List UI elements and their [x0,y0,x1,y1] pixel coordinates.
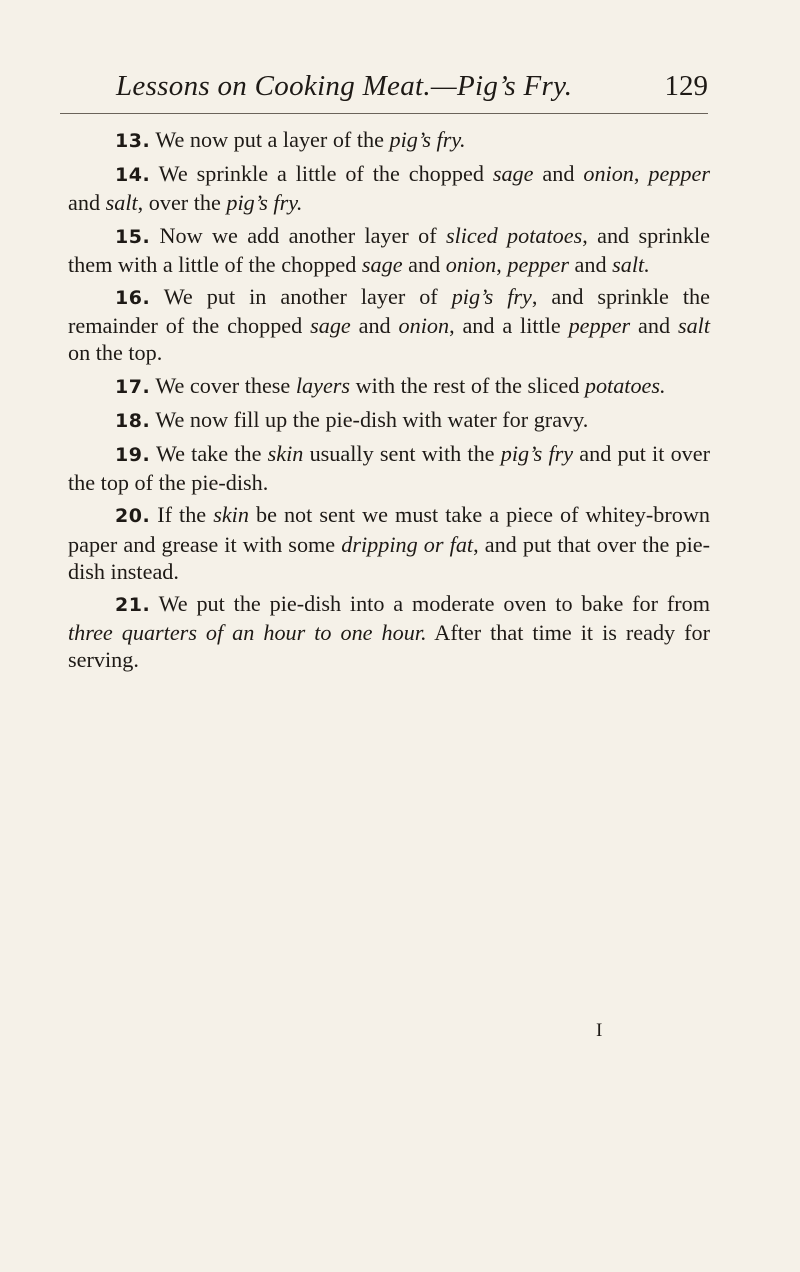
step-number: 18. [115,409,151,432]
step-emphasis: sage [492,161,534,187]
step-paragraph [68,590,710,674]
step-number: 20. [115,505,151,528]
page-number: 129 [664,70,708,102]
step-text: We cover these [150,372,296,398]
step-emphasis: layers [295,372,351,398]
step-text: We now fill up the pie-dish with water for gravy. [150,406,589,432]
step-paragraph [68,160,710,216]
step-text: be not sent we must take a piece of whitey-brown paper and grease it with some [68,502,710,557]
step-number: 14. [115,164,151,187]
step-emphasis: dripping or fat [341,531,474,557]
step-emphasis: pig’s fry [451,284,532,310]
signature-mark: I [596,1020,603,1041]
step-text: , [633,161,649,187]
step-emphasis: potatoes. [584,372,666,398]
step-emphasis: sliced potatoes [445,222,583,248]
step-emphasis: sage [361,251,403,277]
step-emphasis: pig’s fry [500,441,574,467]
step-text: After that time it is ready for serving. [68,620,710,673]
step-emphasis: skin [213,502,249,528]
step-number: 21. [115,594,151,617]
step-text: We take the [150,441,268,467]
step-emphasis: pepper [568,313,631,339]
step-text: and put it over the top of the pie-dish. [68,441,711,496]
step-text: on the top. [68,340,163,366]
step-number: 19. [115,444,151,467]
step-emphasis: salt [677,313,711,339]
step-text: We sprinkle a little of the chopped [150,161,493,187]
step-emphasis: three quarters of an hour to one hour. [68,620,427,646]
step-number: 17. [115,375,151,398]
step-text: If the [150,502,214,528]
step-paragraph [68,372,710,401]
step-number: 16. [115,287,151,310]
step-paragraph [68,406,710,435]
step-emphasis: onion [398,313,450,339]
running-header [116,70,708,110]
recipe-steps [68,126,710,679]
step-text: , and sprinkle the remainder of the chopped [68,284,711,339]
step-emphasis: pepper [507,251,569,277]
step-paragraph [68,440,710,496]
step-emphasis: pig’s fry. [226,190,303,216]
header-rule [60,113,708,114]
step-number: 13. [115,130,151,152]
step-text: and [569,251,613,277]
step-emphasis: onion [445,251,497,277]
step-text: with the rest of the sliced [350,372,585,398]
step-paragraph [68,501,710,585]
step-text: , and a little [449,313,569,339]
step-paragraph [68,222,710,278]
step-emphasis: pepper [648,161,710,187]
step-emphasis: sage [310,313,351,339]
step-text: We put the pie-dish into a moderate oven to bake for from [150,591,710,617]
step-text: Now we add another layer of [150,222,446,248]
step-number: 15. [115,225,151,248]
step-emphasis: salt [105,190,138,216]
step-text: and [68,190,106,216]
step-text: usually sent with the [303,441,501,467]
step-text: and [533,161,584,187]
step-text: We put in another layer of [150,284,452,310]
step-emphasis: salt. [612,251,650,277]
step-text: and [630,313,678,339]
step-text: and [350,313,399,339]
step-paragraph [68,283,710,367]
header-title: Lessons on Cooking Meat.—Pig’s Fry. [116,70,573,102]
step-text: We now put a layer of the [150,127,390,152]
step-text: , [496,251,508,277]
step-emphasis: pig’s fry. [389,127,466,152]
step-text: and [402,251,446,277]
step-text: , and sprinkle them with a little of the chopped [68,222,710,277]
step-emphasis: onion [583,161,634,187]
step-emphasis: skin [267,441,304,467]
step-text: , and put that over the pie-dish instead. [68,531,710,584]
step-paragraph [68,126,710,155]
step-text: , over the [137,190,227,216]
